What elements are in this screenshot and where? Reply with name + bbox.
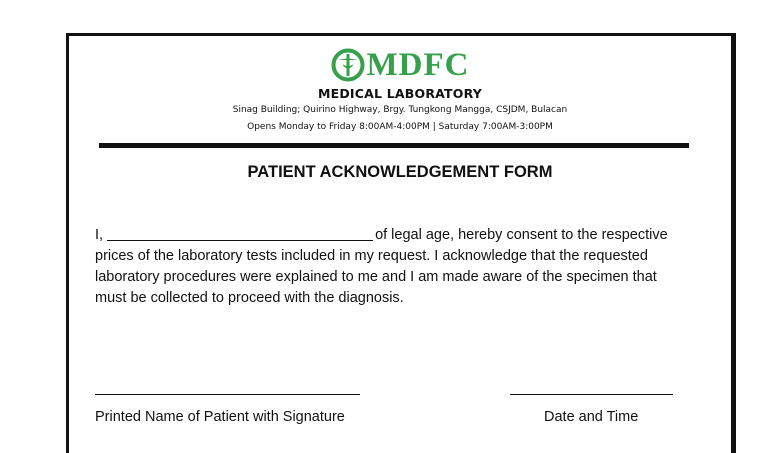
consent-line-3: laboratory procedures were explained to me and I am made aware of the specimen that — [95, 269, 657, 285]
consent-line-1-text: of legal age, hereby consent to the respective — [375, 227, 668, 243]
caduceus-circle-icon — [331, 48, 365, 82]
logo — [69, 47, 731, 83]
consent-prefix: I, — [95, 227, 104, 243]
consent-line-1 — [95, 225, 700, 246]
consent-line-2: prices of the laboratory tests included in my request. I acknowledge that the requested — [95, 248, 648, 264]
patient-signature-label: Printed Name of Patient with Signature — [95, 409, 345, 425]
lab-address: Sinag Building; Quirino Highway, Brgy. Tungkong Mangga, CSJDM, Bulacan — [232, 105, 568, 115]
lab-hours: Opens Monday to Friday 8:00AM-4:00PM | Saturday 7:00AM-3:00PM — [247, 122, 553, 132]
consent-line-4: must be collected to proceed with the diagnosis. — [95, 290, 404, 306]
date-time-label: Date and Time — [544, 409, 639, 425]
patient-signature-line[interactable] — [95, 394, 360, 395]
header-divider — [99, 143, 689, 148]
consent-paragraph — [95, 225, 700, 309]
logo-text: MDFC — [366, 47, 470, 83]
date-time-line[interactable] — [510, 394, 673, 395]
form-title: PATIENT ACKNOWLEDGEMENT FORM — [247, 163, 553, 181]
patient-name-blank[interactable] — [107, 226, 373, 241]
document-page — [66, 33, 736, 453]
lab-name: MEDICAL LABORATORY — [317, 86, 483, 101]
